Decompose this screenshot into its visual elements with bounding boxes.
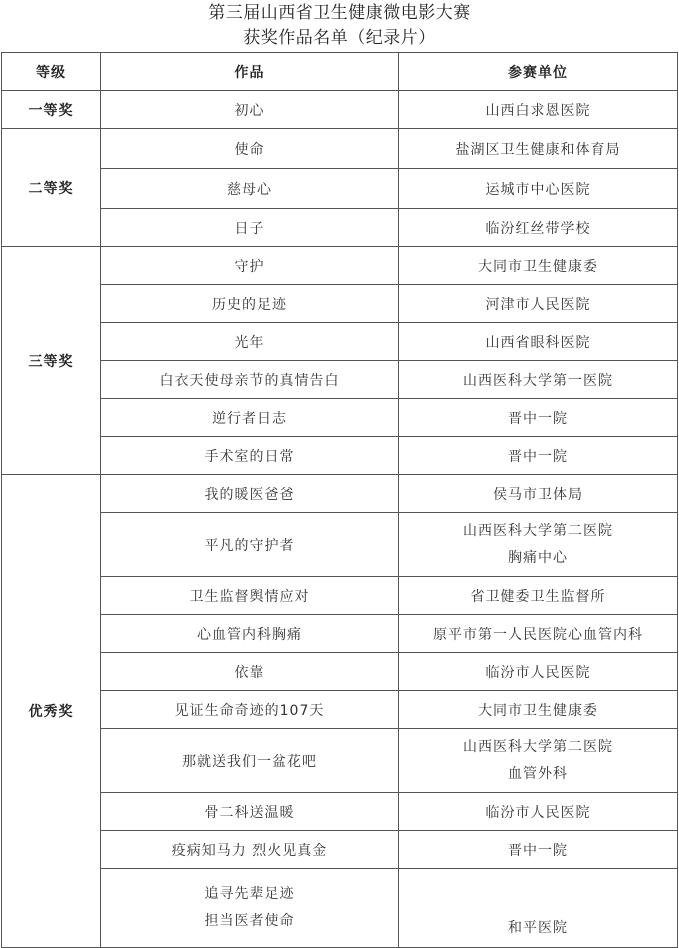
document-title [0,0,679,51]
header-unit: 参赛单位 [399,53,678,91]
unit-line: 山西医科大学第二医院 [463,522,613,539]
work-cell: 白衣天使母亲节的真情告白 [101,361,399,399]
table-row [2,129,678,169]
work-cell: 见证生命奇迹的107天 [101,691,399,729]
unit-cell: 临汾市人民医院 [399,793,678,831]
unit-cell: 河津市人民医院 [399,285,678,323]
table-row [2,361,678,399]
table-row [2,399,678,437]
unit-cell: 临汾红丝带学校 [399,209,678,247]
table-row [2,793,678,831]
table-row [2,91,678,129]
work-cell: 我的暖医爸爸 [101,475,399,513]
unit-cell: 山西省眼科医院 [399,323,678,361]
work-cell: 心血管内科胸痛 [101,615,399,653]
unit-cell: 晋中一院 [399,437,678,475]
table-row [2,513,678,577]
grade-cell: 优秀奖 [2,475,101,948]
work-cell: 疫病知马力 烈火见真金 [101,831,399,869]
unit-line: 血管外科 [508,765,568,782]
work-cell: 慈母心 [101,169,399,209]
table-row [2,323,678,361]
unit-cell: 大同市卫生健康委 [399,691,678,729]
table-row [2,691,678,729]
table-row [2,729,678,793]
table-row [2,653,678,691]
work-line: 担当医者使命 [204,913,295,929]
table-row [2,831,678,869]
unit-line: 胸痛中心 [508,549,568,566]
work-cell: 历史的足迹 [101,285,399,323]
table-row [2,437,678,475]
grade-cell: 一等奖 [2,91,101,129]
unit-cell: 省卫健委卫生监督所 [399,577,678,615]
title-line-2: 获奖作品名单（纪录片） [243,28,436,48]
work-cell [101,869,399,948]
grade-cell: 二等奖 [2,129,101,247]
table-row [2,577,678,615]
work-line: 追寻先辈足迹 [204,886,295,902]
unit-cell: 和平医院 [399,869,678,948]
unit-line: 山西医科大学第二医院 [463,738,613,755]
unit-cell: 临汾市人民医院 [399,653,678,691]
unit-cell: 侯马市卫体局 [399,475,678,513]
work-cell: 平凡的守护者 [101,513,399,577]
work-cell: 手术室的日常 [101,437,399,475]
work-cell: 日子 [101,209,399,247]
work-cell: 使命 [101,129,399,169]
unit-cell: 晋中一院 [399,831,678,869]
header-grade: 等级 [2,53,101,91]
table-row [2,869,678,948]
work-cell: 光年 [101,323,399,361]
unit-cell: 原平市第一人民医院心血管内科 [399,615,678,653]
unit-cell [399,729,678,793]
title-line-1: 第三届山西省卫生健康微电影大赛 [208,3,471,23]
table-row [2,169,678,209]
work-cell: 那就送我们一盆花吧 [101,729,399,793]
table-row [2,615,678,653]
unit-cell: 山西白求恩医院 [399,91,678,129]
work-cell: 卫生监督舆情应对 [101,577,399,615]
unit-cell: 运城市中心医院 [399,169,678,209]
table-row [2,285,678,323]
work-cell: 逆行者日志 [101,399,399,437]
header-work: 作品 [101,53,399,91]
unit-cell: 晋中一院 [399,399,678,437]
work-cell: 骨二科送温暖 [101,793,399,831]
table-row [2,247,678,285]
unit-cell: 山西医科大学第一医院 [399,361,678,399]
unit-cell: 大同市卫生健康委 [399,247,678,285]
table-row [2,475,678,513]
work-cell: 初心 [101,91,399,129]
unit-cell [399,513,678,577]
unit-cell: 盐湖区卫生健康和体育局 [399,129,678,169]
grade-cell: 三等奖 [2,247,101,475]
table-row [2,209,678,247]
work-cell: 守护 [101,247,399,285]
work-cell: 依靠 [101,653,399,691]
awards-table [1,52,678,948]
table-header-row [2,53,678,91]
